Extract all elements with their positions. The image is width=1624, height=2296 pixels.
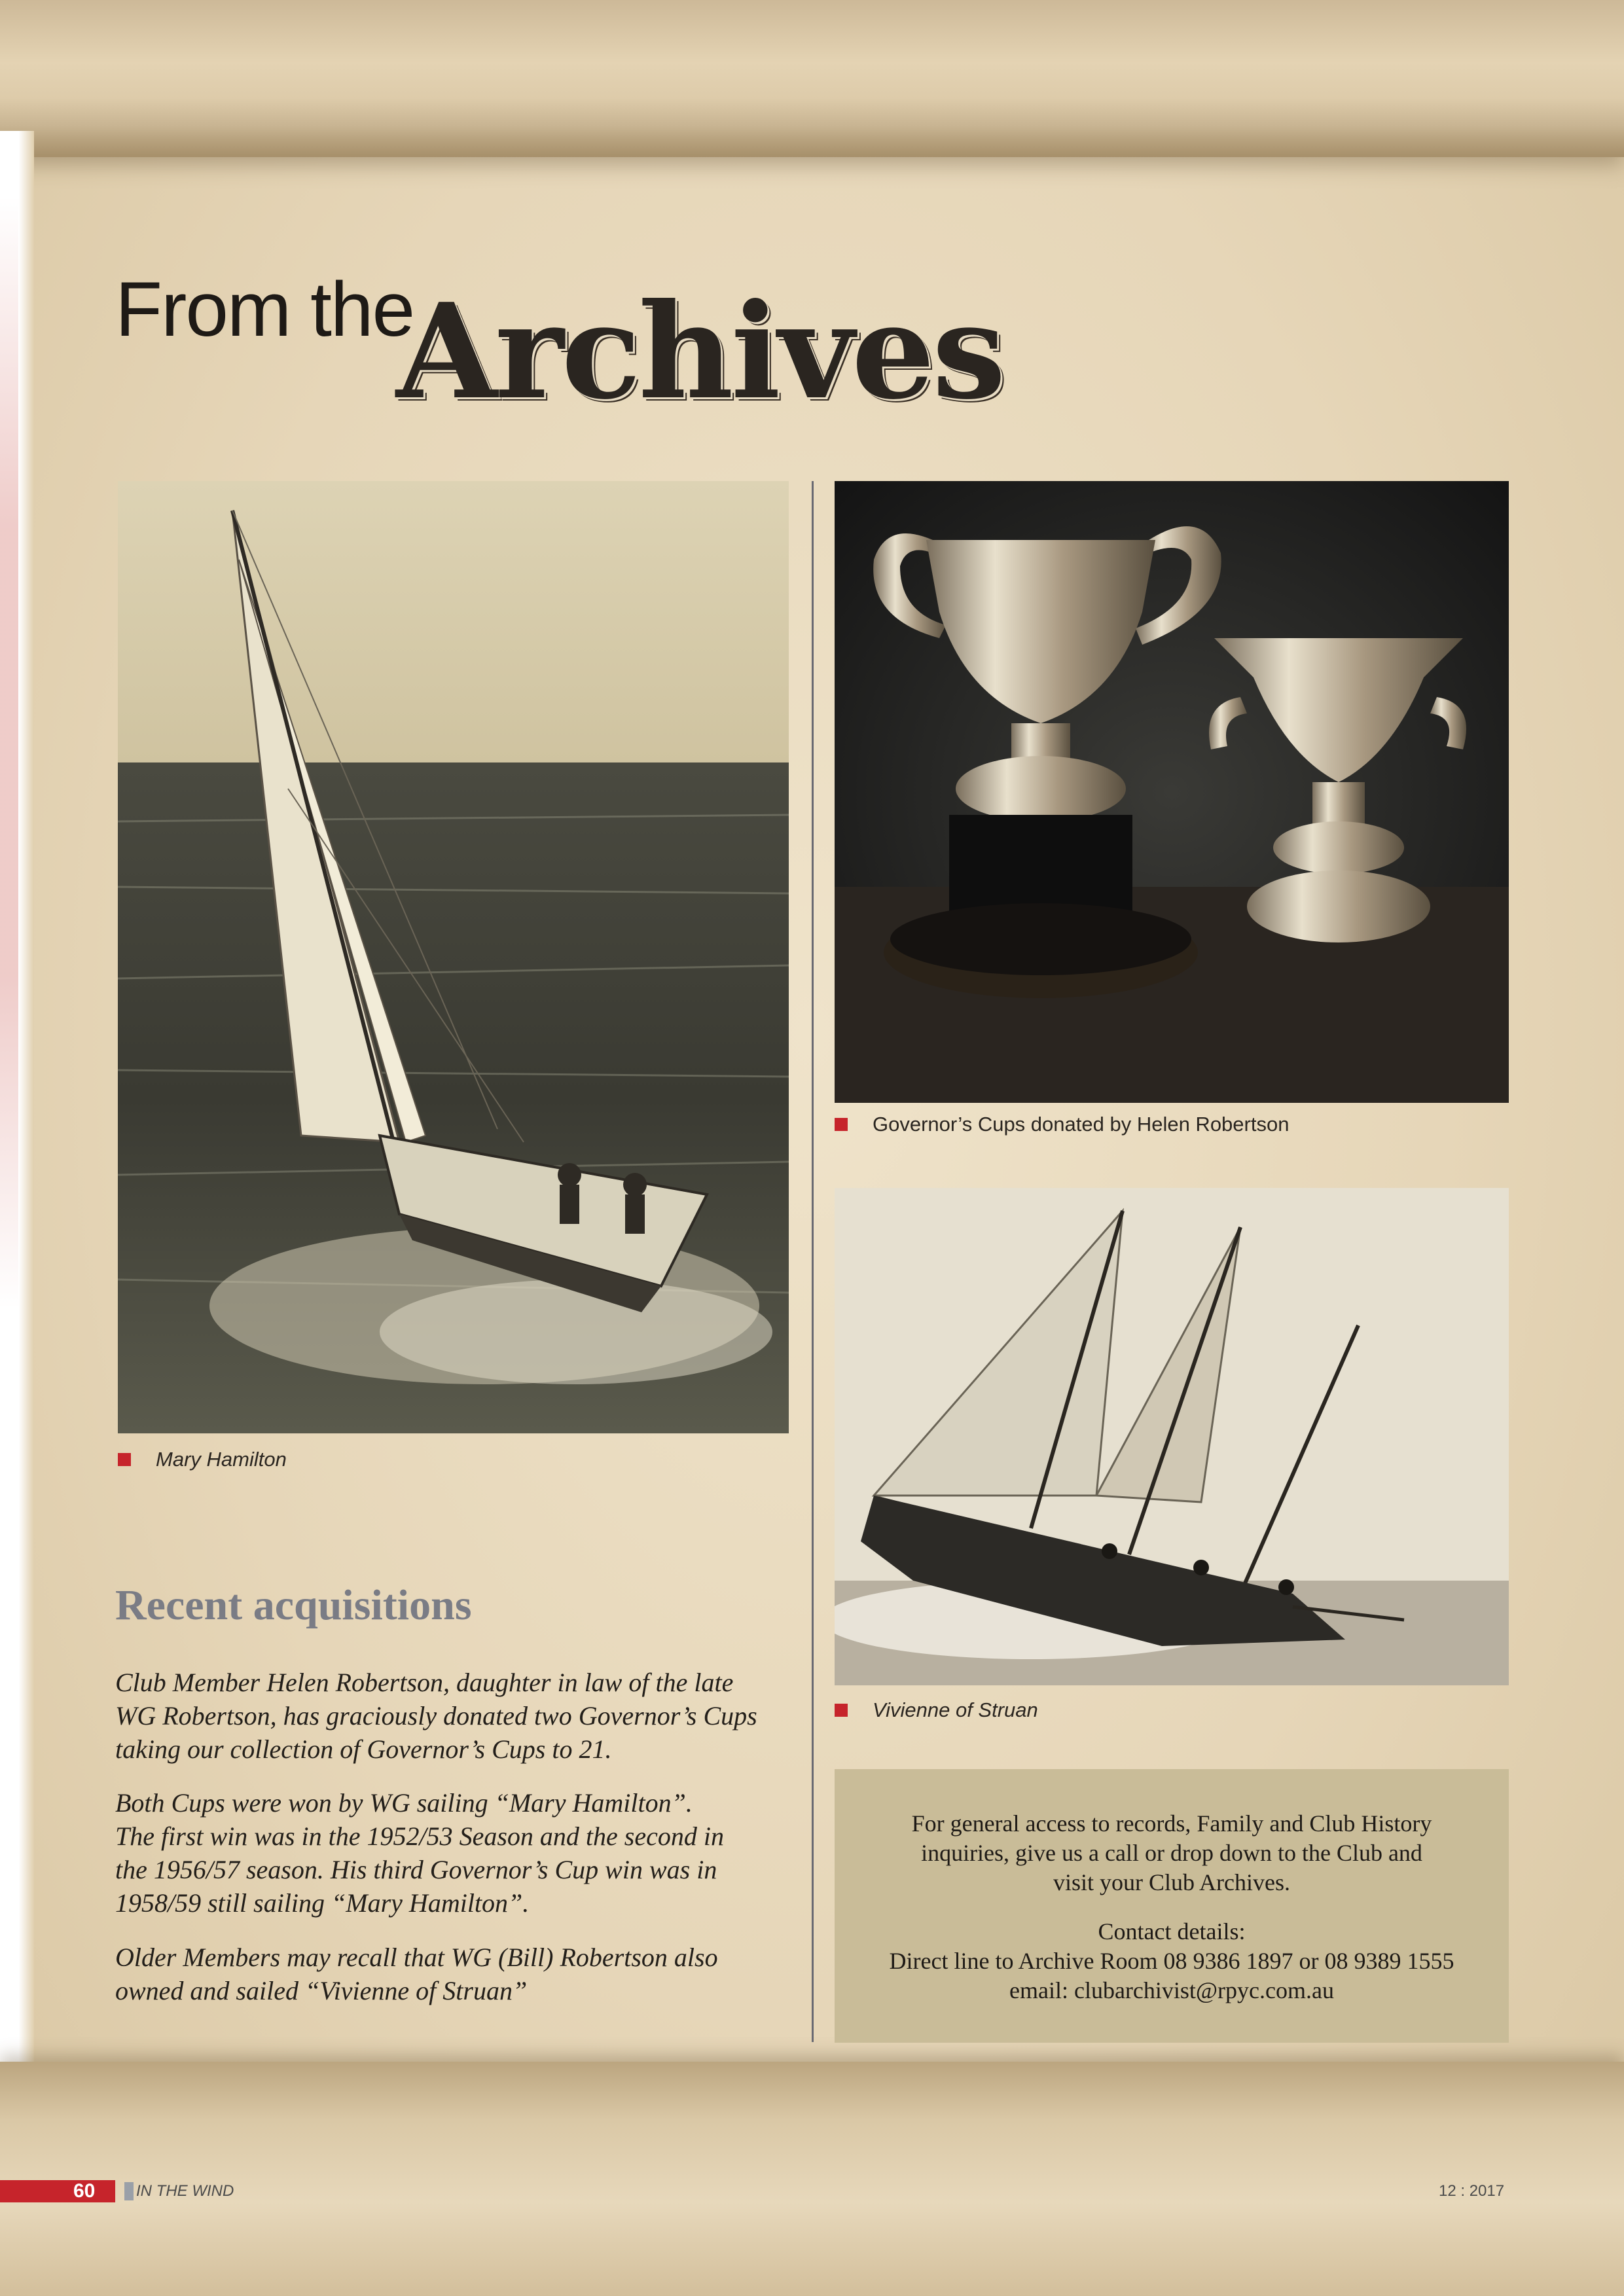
archives-contact-box	[835, 1769, 1509, 2043]
contact-line: visit your Club Archives.	[1053, 1869, 1290, 1895]
article-paragraph-3	[115, 1941, 776, 2007]
article-paragraph-1	[115, 1666, 776, 1766]
paragraph-line: Club Member Helen Robertson, daughter in law of the late	[115, 1668, 734, 1697]
paragraph-line: Both Cups were won by WG sailing “Mary Hamilton”.	[115, 1788, 693, 1818]
caption-text: Mary Hamilton	[156, 1448, 287, 1471]
paragraph-line: Older Members may recall that WG (Bill) Robertson also	[115, 1943, 718, 1972]
contact-line: inquiries, give us a call or drop down to the Club and	[921, 1840, 1422, 1866]
article-paragraph-2	[115, 1786, 776, 1920]
vivienne-caption	[835, 1698, 1038, 1722]
paragraph-line: the 1956/57 season. His third Governor’s Cup win was in	[115, 1855, 717, 1884]
footer-page-bar	[0, 2180, 115, 2202]
vivienne-of-struan-photo	[835, 1188, 1509, 1685]
governors-cups-photo	[835, 481, 1509, 1103]
contact-heading: Contact details:	[1098, 1918, 1246, 1945]
mary-hamilton-photo	[118, 481, 789, 1433]
magazine-name: IN THE WIND	[136, 2182, 234, 2200]
caption-bullet	[835, 1118, 848, 1131]
caption-bullet	[835, 1704, 848, 1717]
page-number: 60	[73, 2180, 96, 2202]
mary-hamilton-caption	[118, 1448, 287, 1471]
paragraph-line: The first win was in the 1952/53 Season and the second in	[115, 1821, 724, 1851]
page-title-prefix: From the	[115, 266, 414, 353]
paragraph-line: WG Robertson, has graciously donated two Governor’s Cups	[115, 1701, 757, 1731]
column-divider	[812, 481, 814, 2042]
caption-bullet	[118, 1453, 131, 1466]
magazine-logo-icon	[124, 2182, 134, 2200]
paragraph-line: 1958/59 still sailing “Mary Hamilton”.	[115, 1888, 530, 1918]
issue-date: 12 : 2017	[1439, 2182, 1505, 2200]
page-edge-tint	[0, 196, 18, 1309]
governors-cups-caption	[835, 1113, 1289, 1136]
article-heading: Recent acquisitions	[115, 1581, 472, 1629]
contact-phone: Direct line to Archive Room 08 9386 1897 or 08 9389 1555	[889, 1948, 1454, 1974]
caption-text: Governor’s Cups donated by Helen Robertson	[873, 1113, 1290, 1136]
paragraph-line: taking our collection of Governor’s Cups to 21.	[115, 1734, 612, 1764]
scroll-bottom-roll	[0, 2062, 1624, 2296]
caption-text: Vivienne of Struan	[873, 1698, 1038, 1721]
paragraph-line: owned and sailed “Vivienne of Struan”	[115, 1976, 528, 2005]
scroll-top-shadow	[0, 98, 1624, 157]
contact-line: For general access to records, Family and Club History	[911, 1810, 1432, 1837]
contact-email: email: clubarchivist@rpyc.com.au	[1009, 1977, 1334, 2003]
page-title: Archives	[396, 275, 1003, 429]
